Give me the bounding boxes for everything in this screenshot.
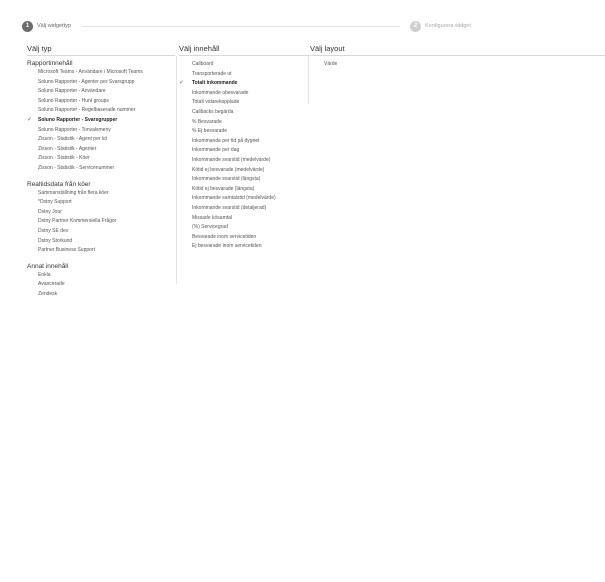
stepper-connector xyxy=(82,26,400,27)
type-list xyxy=(27,271,175,300)
list-item-label: Inkommande per tid på dygnet xyxy=(192,137,260,144)
list-item[interactable] xyxy=(179,127,309,137)
check-icon: ✓ xyxy=(27,116,33,123)
list-item-label: Zendesk xyxy=(38,290,58,297)
list-item-label: Avancerade xyxy=(38,281,65,288)
layout-list xyxy=(310,60,605,70)
list-item-label: Totalt inkommande xyxy=(192,80,238,87)
list-item-label: Soluno Rapporter - Tonvalsmeny xyxy=(38,126,111,133)
group-title: Rapportinnehåll xyxy=(27,60,73,67)
list-item-label: (%) Servicegrad xyxy=(192,224,228,231)
list-item-label: Inkommande obesvarade xyxy=(192,89,249,96)
list-item-label: Inkommande svarstid (detaljerad) xyxy=(192,204,267,211)
content-column xyxy=(179,44,309,252)
list-item-label: Zisson - Statistik - Agent per kö xyxy=(38,136,108,143)
column-divider xyxy=(176,56,177,284)
list-item[interactable] xyxy=(179,166,309,176)
list-item[interactable] xyxy=(27,97,175,107)
type-groups xyxy=(27,59,175,299)
list-item-label: Zisson - Statistik - Agenter xyxy=(38,145,97,152)
list-item-label: Missade kösamtal xyxy=(192,214,233,221)
list-item[interactable] xyxy=(27,246,175,256)
list-item-label: Dstny SE dev xyxy=(38,227,69,234)
list-item-label: Callboard xyxy=(192,61,214,67)
list-item-label: Callbacks begärda xyxy=(192,108,234,115)
type-list xyxy=(27,189,175,256)
list-item-label: Dstny Storkund xyxy=(38,237,73,244)
list-item[interactable] xyxy=(27,87,175,97)
list-item[interactable] xyxy=(179,146,309,156)
list-item[interactable] xyxy=(179,70,309,80)
list-item-label: Enkla xyxy=(38,271,51,278)
type-column xyxy=(27,44,175,299)
check-icon: ✓ xyxy=(179,80,185,87)
list-item-label: Partner Business Support xyxy=(38,247,95,254)
list-item-label: % Ej besvarade xyxy=(192,128,228,135)
list-item-label: Sammanställning från flera köer xyxy=(38,189,109,196)
column-header: Välj layout xyxy=(310,44,345,53)
list-item-label: Soluno Rapporter - Hunt groups xyxy=(38,97,109,104)
list-item[interactable] xyxy=(310,60,605,70)
group-title: Annat innehåll xyxy=(27,262,69,270)
list-item[interactable] xyxy=(179,137,309,147)
list-item[interactable] xyxy=(179,204,309,214)
list-item-label: Värde xyxy=(324,61,338,67)
list-item[interactable] xyxy=(179,194,309,204)
list-item-label: Transporterade ut xyxy=(192,70,232,77)
list-item[interactable] xyxy=(27,280,175,290)
list-item-label: Kötid ej besvarade (medelvärde) xyxy=(192,166,265,173)
list-item[interactable] xyxy=(179,185,309,195)
list-item-label: Soluno Rapporter - Regelbaserade nummer xyxy=(38,107,136,114)
type-group xyxy=(27,59,175,174)
list-item[interactable] xyxy=(27,145,175,155)
list-item-label: Microsoft Teams - Användare i Microsoft Teams xyxy=(38,69,143,75)
content-list xyxy=(179,60,309,252)
list-item-label: Dstny Jour xyxy=(38,208,62,215)
list-item-label: Inkommande svarstid (medelvärde) xyxy=(192,156,271,163)
list-item[interactable] xyxy=(179,156,309,166)
list-item-label: Totalt vidarekopplade xyxy=(192,99,240,106)
step-select-widget-type xyxy=(22,19,71,33)
list-item-label: Inkommande svarstid (längsta) xyxy=(192,176,261,183)
list-item[interactable] xyxy=(27,154,175,164)
list-item[interactable] xyxy=(179,79,309,89)
list-item-label: *Dstny Support xyxy=(38,199,72,206)
layout-column xyxy=(310,44,605,70)
list-item[interactable] xyxy=(27,116,175,126)
list-item-label: Soluno Rapporter - Agenter per Svarsgrupp xyxy=(38,78,135,85)
list-item[interactable] xyxy=(27,237,175,247)
list-item-label: Ej besvarade inom servicetiden xyxy=(192,243,262,250)
list-item[interactable] xyxy=(27,271,175,281)
step-number-badge: 2 xyxy=(410,21,421,32)
list-item-label: Soluno Rapporter - Användare xyxy=(38,88,106,95)
list-item[interactable] xyxy=(179,98,309,108)
list-item[interactable] xyxy=(27,227,175,237)
list-item[interactable] xyxy=(27,78,175,88)
group-title: Realtidsdata från köer xyxy=(27,180,91,188)
list-item[interactable] xyxy=(27,68,175,78)
list-item-label: Zisson - Statistik - Servicenummer xyxy=(38,164,115,171)
list-item[interactable] xyxy=(27,290,175,300)
list-item[interactable] xyxy=(179,60,309,70)
step-label: Konfigurera widget xyxy=(425,23,471,29)
divider xyxy=(310,55,605,56)
list-item-label: Besvarade inom servicetiden xyxy=(192,233,257,240)
wizard-stepper xyxy=(22,19,588,33)
column-divider xyxy=(308,56,309,104)
list-item[interactable] xyxy=(179,223,309,233)
divider xyxy=(179,55,309,56)
column-header: Välj innehåll xyxy=(179,44,220,53)
list-item[interactable] xyxy=(27,106,175,116)
list-item[interactable] xyxy=(27,198,175,208)
list-item-label: Dstny Partner Kommersiella Frågor xyxy=(38,218,117,225)
step-configure-widget xyxy=(410,19,471,33)
list-item[interactable] xyxy=(179,214,309,224)
step-label: Välj widgettyp xyxy=(37,23,71,29)
list-item[interactable] xyxy=(179,118,309,128)
type-list xyxy=(27,68,175,174)
list-item[interactable] xyxy=(27,208,175,218)
list-item-label: Zisson - Statistik - Köer xyxy=(38,155,90,162)
list-item[interactable] xyxy=(27,164,175,174)
type-group xyxy=(27,180,175,256)
list-item-label: Inkommande per dag xyxy=(192,147,240,154)
list-item[interactable] xyxy=(27,126,175,136)
list-item[interactable] xyxy=(179,233,309,243)
divider xyxy=(27,55,175,56)
list-item[interactable] xyxy=(179,108,309,118)
list-item[interactable] xyxy=(27,189,175,199)
list-item[interactable] xyxy=(179,89,309,99)
list-item-label: Inkommande samtalstid (medelvärde) xyxy=(192,195,276,202)
column-header: Välj typ xyxy=(27,44,52,53)
list-item[interactable] xyxy=(27,135,175,145)
type-group xyxy=(27,262,175,300)
list-item[interactable] xyxy=(179,175,309,185)
list-item-label: % Besvarade xyxy=(192,118,222,125)
list-item-label: Kötid ej besvarade (längsta) xyxy=(192,185,255,192)
list-item-label: Soluno Rapporter - Svarsgrupper xyxy=(38,116,118,123)
list-item[interactable] xyxy=(179,242,309,252)
list-item[interactable] xyxy=(27,217,175,227)
step-number-badge: 1 xyxy=(22,21,33,32)
